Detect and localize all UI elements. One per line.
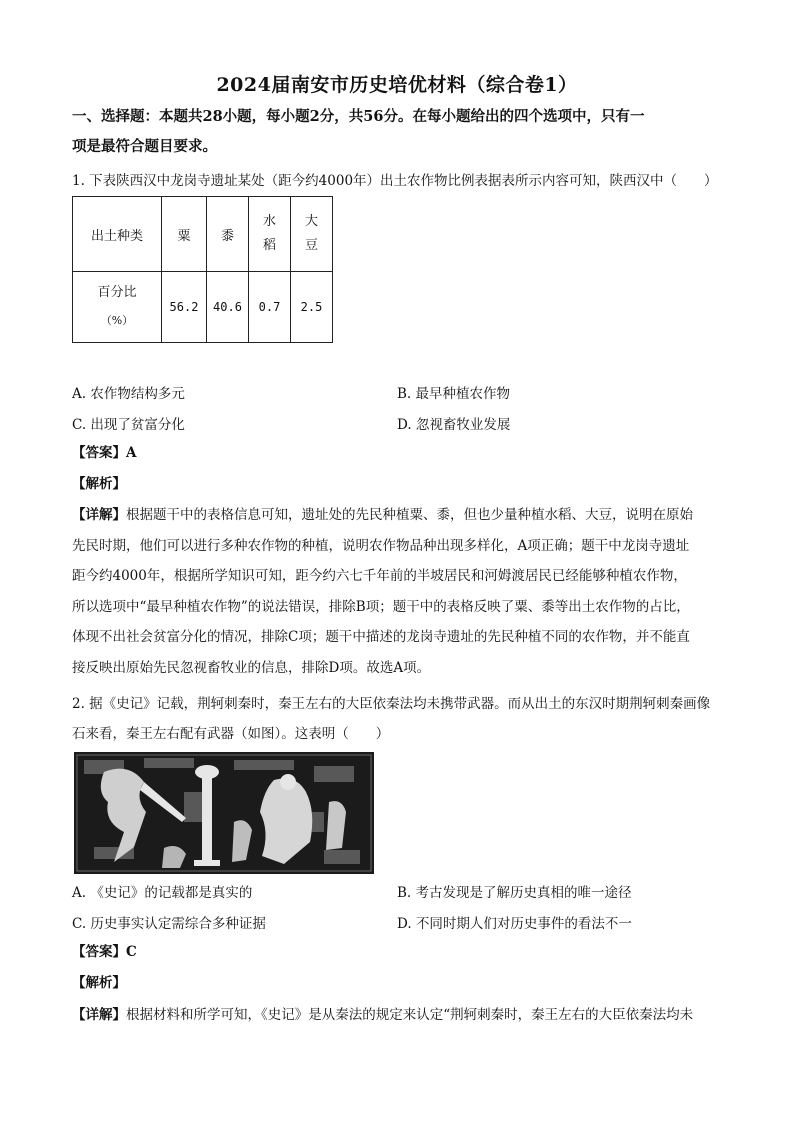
section-heading-line-2: 项是最符合题目要求。 bbox=[72, 138, 217, 155]
detail-line bbox=[72, 1000, 722, 1031]
table-row bbox=[73, 272, 333, 343]
q1-detail bbox=[72, 500, 722, 683]
row-label-line-2: （%） bbox=[100, 314, 134, 327]
table-cell: 0.7 bbox=[249, 272, 291, 343]
q2-answer: 【答案】C bbox=[72, 944, 137, 960]
table-cell: 40.6 bbox=[207, 272, 249, 343]
table-header-cell: 黍 bbox=[207, 197, 249, 272]
detail-line: 接反映出原始先民忽视畜牧业的信息，排除D项。故选A项。 bbox=[72, 659, 431, 676]
detail-line: 所以选项中“最早种植农作物”的说法错误，排除B项；题干中的表格反映了粟、黍等出土农作物的占比， bbox=[72, 598, 690, 615]
q1-option-b: B. 最早种植农作物 bbox=[397, 386, 511, 402]
q2-option-c: C. 历史事实认定需综合多种证据 bbox=[72, 916, 266, 932]
q1-option-c: C. 出现了贫富分化 bbox=[72, 417, 185, 433]
table-cell: 2.5 bbox=[291, 272, 333, 343]
q2-stem-line-2: 石来看，秦王左右配有武器（如图）。这表明（ ） bbox=[72, 726, 390, 742]
detail-text: 根据题干中的表格信息可知，遗址处的先民种植粟、黍，但也少量种植水稻、大豆，说明在原始 bbox=[126, 507, 693, 523]
table-cell: 56.2 bbox=[162, 272, 207, 343]
stone-relief-image bbox=[74, 752, 374, 874]
detail-line bbox=[72, 500, 722, 531]
section-heading bbox=[72, 102, 722, 162]
table-header-text: 大豆 bbox=[304, 214, 318, 253]
q2-analysis-label: 【解析】 bbox=[72, 975, 126, 991]
page-title: 2024届南安市历史培优材料（综合卷1） bbox=[216, 74, 578, 96]
table-header-cell: 出土种类 bbox=[73, 197, 162, 272]
table-row-label bbox=[73, 272, 162, 343]
table-header-cell: 粟 bbox=[162, 197, 207, 272]
q2-option-a: A. 《史记》的记载都是真实的 bbox=[72, 885, 253, 901]
q2-option-b: B. 考古发现是了解历史真相的唯一途径 bbox=[397, 885, 632, 901]
section-heading-line-1: 一、选择题：本题共28小题，每小题2分，共56分。在每小题给出的四个选项中，只有一 bbox=[72, 108, 645, 125]
q1-analysis-label: 【解析】 bbox=[72, 476, 126, 492]
q1-crop-table bbox=[72, 196, 333, 343]
detail-label: 【详解】 bbox=[72, 507, 126, 523]
detail-line: 先民时期，他们可以进行多种农作物的种植，说明农作物品种出现多样化，A项正确；题干中龙岗寺遗址 bbox=[72, 537, 690, 554]
q1-option-a: A. 农作物结构多元 bbox=[72, 386, 185, 402]
q1-stem: 1. 下表陕西汉中龙岗寺遗址某处（距今约4000年）出土农作物比例表据表所示内容可知，陕西汉中（ ） bbox=[72, 173, 718, 189]
q2-option-d: D. 不同时期人们对历史事件的看法不一 bbox=[397, 916, 632, 932]
detail-text: 根据材料和所学可知，《史记》是从秦法的规定来认定“荆轲刺秦时，秦王左右的大臣依秦法均未 bbox=[126, 1007, 694, 1023]
q2-stem-line-1: 2. 据《史记》记载，荆轲刺秦时，秦王左右的大臣依秦法均未携带武器。而从出土的东汉时期荆轲刺秦画像 bbox=[72, 696, 711, 712]
detail-line: 体现不出社会贫富分化的情况，排除C项；题干中描述的龙岗寺遗址的先民种植不同的农作物，并不能直 bbox=[72, 629, 690, 645]
table-header-text: 水稻 bbox=[262, 214, 276, 253]
q1-answer: 【答案】A bbox=[72, 445, 137, 461]
table-header-cell bbox=[291, 197, 333, 272]
detail-line: 距今约4000年，根据所学知识可知，距今约六七千年前的半坡居民和河姆渡居民已经能够种植农作物， bbox=[72, 568, 687, 584]
q1-option-d: D. 忽视畜牧业发展 bbox=[397, 417, 511, 433]
detail-label: 【详解】 bbox=[72, 1007, 126, 1023]
q2-detail bbox=[72, 1000, 722, 1031]
table-header-row bbox=[73, 197, 333, 272]
table-header-cell bbox=[249, 197, 291, 272]
row-label-line-1: 百分比 bbox=[97, 285, 137, 300]
